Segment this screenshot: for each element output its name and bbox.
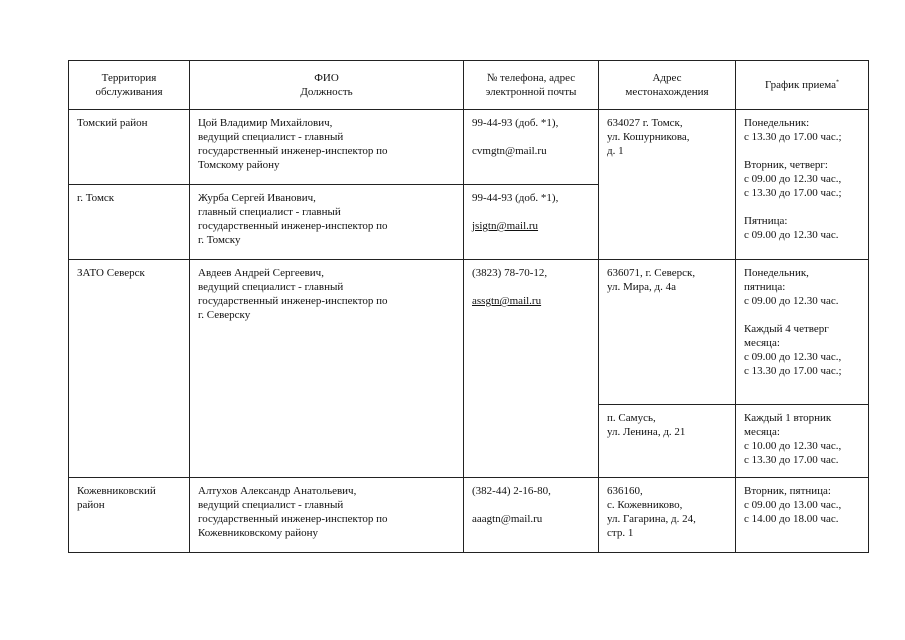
address-cell: 636071, г. Северск, ул. Мира, д. 4а	[599, 260, 736, 405]
phone-text: (382-44) 2-16-80,	[472, 485, 551, 497]
territory-cell: г. Томск	[69, 185, 190, 260]
header-address: Адрес местонахождения	[599, 61, 736, 110]
territory-cell: ЗАТО Северск	[69, 260, 190, 478]
person-cell: Авдеев Андрей Сергеевич, ведущий специалист - главный государственный инженер-инспектор по г. Северску	[190, 260, 464, 478]
contact-cell	[464, 478, 599, 553]
email-link[interactable]: aaagtn@mail.ru	[472, 513, 543, 525]
territory-cell: Кожевниковский район	[69, 478, 190, 553]
header-name-position: ФИО Должность	[190, 61, 464, 110]
schedule-cell: Понедельник, пятница: с 09.00 до 12.30 час. Каждый 4 четверг месяца: с 09.00 до 12.30 час., с 13.30 до 17.00 час.;	[736, 260, 869, 405]
table-row	[69, 260, 869, 405]
email-link[interactable]: cvmgtn@mail.ru	[472, 145, 547, 157]
address-cell: 636160, с. Кожевниково, ул. Гагарина, д. 24, стр. 1	[599, 478, 736, 553]
contact-cell	[464, 260, 599, 478]
table-row	[69, 478, 869, 553]
person-cell: Цой Владимир Михайлович, ведущий специалист - главный государственный инженер-инспектор по Томскому району	[190, 110, 464, 185]
schedule-cell: Понедельник: с 13.30 до 17.00 час.; Вторник, четверг: с 09.00 до 12.30 час., с 13.30 до 17.00 час.; Пятница: с 09.00 до 12.30 час.	[736, 110, 869, 260]
schedule-cell: Вторник, пятница: с 09.00 до 13.00 час., с 14.00 до 18.00 час.	[736, 478, 869, 553]
contact-cell	[464, 185, 599, 260]
email-link[interactable]: jsigtn@mail.ru	[472, 220, 539, 232]
phone-text: 99-44-93 (доб. *1),	[472, 192, 559, 204]
contact-cell	[464, 110, 599, 185]
header-row	[69, 61, 869, 110]
footnote-mark: *	[836, 79, 840, 86]
header-phone-email: № телефона, адрес электронной почты	[464, 61, 599, 110]
email-link[interactable]: assgtn@mail.ru	[472, 295, 542, 307]
schedule-cell: Каждый 1 вторник месяца: с 10.00 до 12.30 час., с 13.30 до 17.00 час.	[736, 405, 869, 478]
address-cell: п. Самусь, ул. Ленина, д. 21	[599, 405, 736, 478]
person-cell: Алтухов Александр Анатольевич, ведущий специалист - главный государственный инженер-инспектор по Кожевниковскому району	[190, 478, 464, 553]
territory-cell: Томский район	[69, 110, 190, 185]
header-schedule: График приема*	[736, 61, 869, 110]
header-territory: Территория обслуживания	[69, 61, 190, 110]
phone-text: 99-44-93 (доб. *1),	[472, 117, 559, 129]
person-cell: Журба Сергей Иванович, главный специалист - главный государственный инженер-инспектор по г. Томску	[190, 185, 464, 260]
reception-schedule-table	[68, 60, 869, 553]
table-row	[69, 110, 869, 185]
phone-text: (3823) 78-70-12,	[472, 267, 548, 279]
address-cell: 634027 г. Томск, ул. Кошурникова, д. 1	[599, 110, 736, 260]
